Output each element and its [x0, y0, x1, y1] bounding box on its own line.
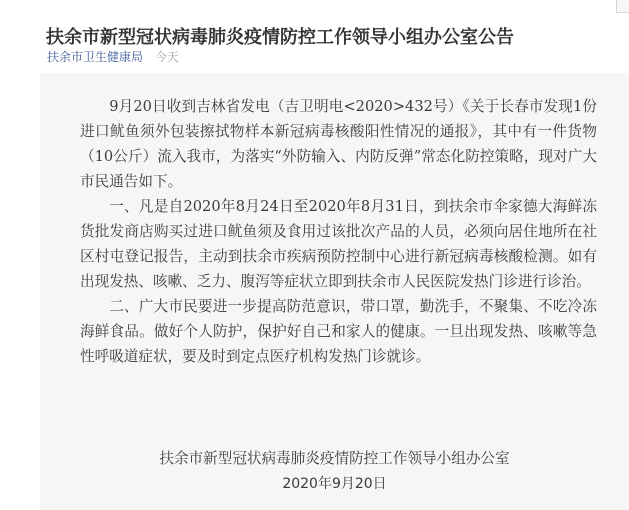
article-byline [47, 49, 179, 65]
notice-body [80, 94, 597, 369]
notice-signature: 扶余市新型冠状病毒肺炎疫情防控工作领导小组办公室 [159, 450, 510, 467]
notice-image [40, 73, 629, 510]
notice-paragraph: 一、凡是自2020年8月24日至2020年8月31日，到扶余市伞家德大海鲜冻货批发商店购买过进口鱿鱼须及食用过该批次产品的人员，必须向居住地所在社区村屯登记报告，主动到扶余市疾病预防控制中心进行新冠病毒核酸检测。如有出现发热、咳嗽、乏力、腹泻等症状立即到扶余市人民医院发热门诊进行诊治。 [80, 198, 597, 290]
notice-paragraph: 二、广大市民要进一步提高防范意识，带口罩，勤洗手，不聚集、不吃冷冻海鲜食品。做好个人防护，保护好自己和家人的健康。一旦出现发热、咳嗽等急性呼吸道症状，要及时到定点医疗机构发热门诊就诊。 [80, 298, 597, 365]
article-publish-time: 今天 [154, 50, 179, 64]
notice-date: 2020年9月20日 [282, 476, 387, 492]
article-title: 扶余市新型冠状病毒肺炎疫情防控工作领导小组办公室公告 [46, 27, 514, 49]
notice-paragraph: 9月20日收到吉林省发电（吉卫明电<2020>432号）《关于长春市发现1份进口鱿鱼须外包装擦拭物样本新冠病毒核酸阳性情况的通报》，其中有一件货物（10公斤）流入我市，为落实“外防输入、内防反弹”常态化防控策略，现对广大市民通告如下。 [80, 98, 597, 190]
corner-decoration [616, 0, 629, 13]
article-source-link[interactable]: 扶余市卫生健康局 [47, 50, 144, 64]
